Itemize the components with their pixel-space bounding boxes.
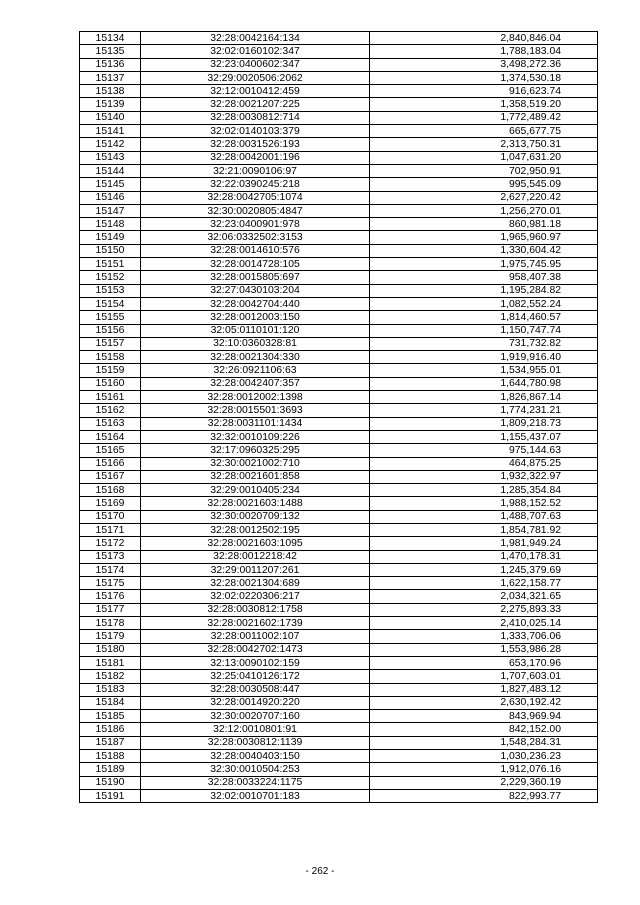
table-row bbox=[80, 537, 598, 550]
cadastral-number-cell: 32:22:0390245:218 bbox=[141, 178, 370, 191]
record-number-cell: 15152 bbox=[80, 271, 141, 284]
table-row bbox=[80, 470, 598, 483]
table-row bbox=[80, 258, 598, 271]
amount-cell: 1,854,781.92 bbox=[370, 523, 598, 536]
record-number-cell: 15188 bbox=[80, 750, 141, 763]
cadastral-number-cell: 32:32:0010109:226 bbox=[141, 430, 370, 443]
cadastral-number-cell: 32:28:0030508:447 bbox=[141, 683, 370, 696]
record-number-cell: 15179 bbox=[80, 630, 141, 643]
record-number-cell: 15148 bbox=[80, 218, 141, 231]
record-number-cell: 15176 bbox=[80, 590, 141, 603]
record-number-cell: 15172 bbox=[80, 537, 141, 550]
cadastral-number-cell: 32:28:0030812:714 bbox=[141, 111, 370, 124]
table-row bbox=[80, 178, 598, 191]
table-body bbox=[80, 32, 598, 803]
record-number-cell: 15170 bbox=[80, 510, 141, 523]
record-number-cell: 15138 bbox=[80, 85, 141, 98]
amount-cell: 1,809,218.73 bbox=[370, 417, 598, 430]
cadastral-number-cell: 32:28:0021601:858 bbox=[141, 470, 370, 483]
record-number-cell: 15167 bbox=[80, 470, 141, 483]
amount-cell: 1,358,519.20 bbox=[370, 98, 598, 111]
table-row bbox=[80, 643, 598, 656]
table-row bbox=[80, 284, 598, 297]
amount-cell: 1,047,631.20 bbox=[370, 151, 598, 164]
amount-cell: 860,981.18 bbox=[370, 218, 598, 231]
table-row bbox=[80, 218, 598, 231]
amount-cell: 2,034,321.65 bbox=[370, 590, 598, 603]
amount-cell: 1,030,236.23 bbox=[370, 750, 598, 763]
cadastral-number-cell: 32:28:0021304:330 bbox=[141, 351, 370, 364]
record-number-cell: 15143 bbox=[80, 151, 141, 164]
table-row bbox=[80, 696, 598, 709]
cadastral-number-cell: 32:28:0021602:1739 bbox=[141, 617, 370, 630]
cadastral-number-cell: 32:28:0042164:134 bbox=[141, 32, 370, 45]
record-number-cell: 15169 bbox=[80, 497, 141, 510]
record-number-cell: 15191 bbox=[80, 789, 141, 802]
table-row bbox=[80, 125, 598, 138]
amount-cell: 1,932,322.97 bbox=[370, 470, 598, 483]
record-number-cell: 15182 bbox=[80, 670, 141, 683]
record-number-cell: 15187 bbox=[80, 736, 141, 749]
table-row bbox=[80, 670, 598, 683]
cadastral-number-cell: 32:29:0011207:261 bbox=[141, 563, 370, 576]
cadastral-number-cell: 32:29:0020506:2062 bbox=[141, 71, 370, 84]
record-number-cell: 15150 bbox=[80, 244, 141, 257]
table-row bbox=[80, 71, 598, 84]
amount-cell: 653,170.96 bbox=[370, 656, 598, 669]
record-number-cell: 15181 bbox=[80, 656, 141, 669]
record-number-cell: 15142 bbox=[80, 138, 141, 151]
amount-cell: 1,330,604.42 bbox=[370, 244, 598, 257]
table-row bbox=[80, 550, 598, 563]
amount-cell: 975,144.63 bbox=[370, 444, 598, 457]
amount-cell: 1,333,706.06 bbox=[370, 630, 598, 643]
amount-cell: 1,553,986.28 bbox=[370, 643, 598, 656]
amount-cell: 1,622,158.77 bbox=[370, 577, 598, 590]
table-row bbox=[80, 617, 598, 630]
record-number-cell: 15156 bbox=[80, 324, 141, 337]
table-row bbox=[80, 324, 598, 337]
record-number-cell: 15161 bbox=[80, 391, 141, 404]
amount-cell: 1,150,747.74 bbox=[370, 324, 598, 337]
table-row bbox=[80, 32, 598, 45]
cadastral-number-cell: 32:02:0160102:347 bbox=[141, 45, 370, 58]
table-row bbox=[80, 231, 598, 244]
amount-cell: 2,313,750.31 bbox=[370, 138, 598, 151]
record-number-cell: 15144 bbox=[80, 164, 141, 177]
table-row bbox=[80, 244, 598, 257]
cadastral-number-cell: 32:25:0410126:172 bbox=[141, 670, 370, 683]
record-number-cell: 15190 bbox=[80, 776, 141, 789]
data-table bbox=[79, 31, 598, 803]
table-row bbox=[80, 630, 598, 643]
table-row bbox=[80, 98, 598, 111]
table-row bbox=[80, 45, 598, 58]
amount-cell: 1,774,231.21 bbox=[370, 404, 598, 417]
cadastral-number-cell: 32:28:0015805:697 bbox=[141, 271, 370, 284]
cadastral-number-cell: 32:12:0010801:91 bbox=[141, 723, 370, 736]
cadastral-number-cell: 32:26:0921106:63 bbox=[141, 364, 370, 377]
cadastral-number-cell: 32:28:0015501:3693 bbox=[141, 404, 370, 417]
cadastral-number-cell: 32:23:0400901:978 bbox=[141, 218, 370, 231]
table-row bbox=[80, 297, 598, 310]
table-row bbox=[80, 789, 598, 802]
amount-cell: 1,256,270.01 bbox=[370, 204, 598, 217]
cadastral-number-cell: 32:28:0021603:1095 bbox=[141, 537, 370, 550]
cadastral-number-cell: 32:21:0090106:97 bbox=[141, 164, 370, 177]
record-number-cell: 15145 bbox=[80, 178, 141, 191]
amount-cell: 1,195,284.82 bbox=[370, 284, 598, 297]
table-row bbox=[80, 577, 598, 590]
record-number-cell: 15155 bbox=[80, 311, 141, 324]
amount-cell: 916,623.74 bbox=[370, 85, 598, 98]
cadastral-number-cell: 32:30:0010504:253 bbox=[141, 763, 370, 776]
cadastral-number-cell: 32:28:0031101:1434 bbox=[141, 417, 370, 430]
cadastral-number-cell: 32:28:0042704:440 bbox=[141, 297, 370, 310]
cadastral-number-cell: 32:05:0110101:120 bbox=[141, 324, 370, 337]
table-row bbox=[80, 391, 598, 404]
table-row bbox=[80, 404, 598, 417]
amount-cell: 2,229,360.19 bbox=[370, 776, 598, 789]
amount-cell: 702,950.91 bbox=[370, 164, 598, 177]
amount-cell: 822,993.77 bbox=[370, 789, 598, 802]
amount-cell: 1,788,183.04 bbox=[370, 45, 598, 58]
amount-cell: 1,772,489.42 bbox=[370, 111, 598, 124]
amount-cell: 1,975,745.95 bbox=[370, 258, 598, 271]
cadastral-number-cell: 32:28:0040403:150 bbox=[141, 750, 370, 763]
amount-cell: 1,155,437.07 bbox=[370, 430, 598, 443]
record-number-cell: 15153 bbox=[80, 284, 141, 297]
record-number-cell: 15146 bbox=[80, 191, 141, 204]
cadastral-number-cell: 32:28:0012003:150 bbox=[141, 311, 370, 324]
record-number-cell: 15135 bbox=[80, 45, 141, 58]
cadastral-number-cell: 32:28:0042705:1074 bbox=[141, 191, 370, 204]
amount-cell: 1,826,867.14 bbox=[370, 391, 598, 404]
cadastral-number-cell: 32:02:0140103:379 bbox=[141, 125, 370, 138]
amount-cell: 1,814,460.57 bbox=[370, 311, 598, 324]
table-row bbox=[80, 776, 598, 789]
amount-cell: 1,981,949.24 bbox=[370, 537, 598, 550]
table-row bbox=[80, 311, 598, 324]
table-row bbox=[80, 430, 598, 443]
table-row bbox=[80, 523, 598, 536]
record-number-cell: 15159 bbox=[80, 364, 141, 377]
amount-cell: 2,410,025.14 bbox=[370, 617, 598, 630]
record-number-cell: 15184 bbox=[80, 696, 141, 709]
table-row bbox=[80, 497, 598, 510]
amount-cell: 1,374,530.18 bbox=[370, 71, 598, 84]
table-row bbox=[80, 750, 598, 763]
table-row bbox=[80, 191, 598, 204]
record-number-cell: 15173 bbox=[80, 550, 141, 563]
cadastral-number-cell: 32:02:0220306:217 bbox=[141, 590, 370, 603]
record-number-cell: 15136 bbox=[80, 58, 141, 71]
amount-cell: 1,965,960.97 bbox=[370, 231, 598, 244]
record-number-cell: 15149 bbox=[80, 231, 141, 244]
cadastral-number-cell: 32:28:0030812:1139 bbox=[141, 736, 370, 749]
table-row bbox=[80, 271, 598, 284]
page-number: - 262 - bbox=[305, 866, 335, 877]
amount-cell: 1,548,284.31 bbox=[370, 736, 598, 749]
table-row bbox=[80, 138, 598, 151]
cadastral-number-cell: 32:28:0014920:220 bbox=[141, 696, 370, 709]
cadastral-number-cell: 32:30:0020709:132 bbox=[141, 510, 370, 523]
record-number-cell: 15168 bbox=[80, 484, 141, 497]
record-number-cell: 15137 bbox=[80, 71, 141, 84]
cadastral-number-cell: 32:28:0021304:689 bbox=[141, 577, 370, 590]
table-row bbox=[80, 377, 598, 390]
record-number-cell: 15177 bbox=[80, 603, 141, 616]
cadastral-number-cell: 32:28:0012502:195 bbox=[141, 523, 370, 536]
cadastral-number-cell: 32:28:0021207:225 bbox=[141, 98, 370, 111]
table-row bbox=[80, 85, 598, 98]
amount-cell: 1,082,552.24 bbox=[370, 297, 598, 310]
record-number-cell: 15140 bbox=[80, 111, 141, 124]
amount-cell: 1,919,916.40 bbox=[370, 351, 598, 364]
table-row bbox=[80, 563, 598, 576]
table-row bbox=[80, 58, 598, 71]
cadastral-number-cell: 32:28:0011002:107 bbox=[141, 630, 370, 643]
amount-cell: 843,969.94 bbox=[370, 710, 598, 723]
cadastral-number-cell: 32:28:0030812:1758 bbox=[141, 603, 370, 616]
amount-cell: 2,840,846.04 bbox=[370, 32, 598, 45]
cadastral-number-cell: 32:30:0020707:160 bbox=[141, 710, 370, 723]
record-number-cell: 15141 bbox=[80, 125, 141, 138]
amount-cell: 464,875.25 bbox=[370, 457, 598, 470]
cadastral-number-cell: 32:28:0012002:1398 bbox=[141, 391, 370, 404]
amount-cell: 1,912,076.16 bbox=[370, 763, 598, 776]
table-row bbox=[80, 337, 598, 350]
cadastral-number-cell: 32:28:0033224:1175 bbox=[141, 776, 370, 789]
record-number-cell: 15134 bbox=[80, 32, 141, 45]
cadastral-number-cell: 32:23:0400602:347 bbox=[141, 58, 370, 71]
record-number-cell: 15157 bbox=[80, 337, 141, 350]
record-number-cell: 15154 bbox=[80, 297, 141, 310]
cadastral-number-cell: 32:28:0012218:42 bbox=[141, 550, 370, 563]
amount-cell: 3,498,272.36 bbox=[370, 58, 598, 71]
amount-cell: 1,245,379.69 bbox=[370, 563, 598, 576]
record-number-cell: 15164 bbox=[80, 430, 141, 443]
record-number-cell: 15174 bbox=[80, 563, 141, 576]
amount-cell: 2,627,220.42 bbox=[370, 191, 598, 204]
record-number-cell: 15139 bbox=[80, 98, 141, 111]
record-number-cell: 15180 bbox=[80, 643, 141, 656]
record-number-cell: 15165 bbox=[80, 444, 141, 457]
table-row bbox=[80, 364, 598, 377]
record-number-cell: 15183 bbox=[80, 683, 141, 696]
table-row bbox=[80, 603, 598, 616]
cadastral-number-cell: 32:06:0332502:3153 bbox=[141, 231, 370, 244]
table-row bbox=[80, 763, 598, 776]
cadastral-number-cell: 32:30:0020805:4847 bbox=[141, 204, 370, 217]
record-number-cell: 15185 bbox=[80, 710, 141, 723]
cadastral-number-cell: 32:28:0042001:196 bbox=[141, 151, 370, 164]
record-number-cell: 15151 bbox=[80, 258, 141, 271]
table-row bbox=[80, 723, 598, 736]
table-row bbox=[80, 444, 598, 457]
amount-cell: 1,707,603.01 bbox=[370, 670, 598, 683]
amount-cell: 1,285,354.84 bbox=[370, 484, 598, 497]
cadastral-number-cell: 32:28:0014728:105 bbox=[141, 258, 370, 271]
record-number-cell: 15171 bbox=[80, 523, 141, 536]
table-row bbox=[80, 656, 598, 669]
amount-cell: 1,644,780.98 bbox=[370, 377, 598, 390]
cadastral-number-cell: 32:10:0360328:81 bbox=[141, 337, 370, 350]
table-row bbox=[80, 417, 598, 430]
cadastral-number-cell: 32:28:0031526:193 bbox=[141, 138, 370, 151]
amount-cell: 1,534,955.01 bbox=[370, 364, 598, 377]
amount-cell: 1,488,707.63 bbox=[370, 510, 598, 523]
table-row bbox=[80, 590, 598, 603]
table-row bbox=[80, 683, 598, 696]
table-row bbox=[80, 484, 598, 497]
cadastral-number-cell: 32:28:0042407:357 bbox=[141, 377, 370, 390]
table-row bbox=[80, 710, 598, 723]
cadastral-number-cell: 32:17:0960325:295 bbox=[141, 444, 370, 457]
cadastral-number-cell: 32:30:0021002:710 bbox=[141, 457, 370, 470]
amount-cell: 1,988,152.52 bbox=[370, 497, 598, 510]
table-row bbox=[80, 204, 598, 217]
amount-cell: 842,152.00 bbox=[370, 723, 598, 736]
amount-cell: 1,470,178.31 bbox=[370, 550, 598, 563]
amount-cell: 2,275,893.33 bbox=[370, 603, 598, 616]
table-row bbox=[80, 151, 598, 164]
amount-cell: 1,827,483.12 bbox=[370, 683, 598, 696]
record-number-cell: 15160 bbox=[80, 377, 141, 390]
cadastral-number-cell: 32:28:0021603:1488 bbox=[141, 497, 370, 510]
table-row bbox=[80, 164, 598, 177]
record-number-cell: 15186 bbox=[80, 723, 141, 736]
record-number-cell: 15166 bbox=[80, 457, 141, 470]
record-number-cell: 15158 bbox=[80, 351, 141, 364]
record-number-cell: 15189 bbox=[80, 763, 141, 776]
table-row bbox=[80, 510, 598, 523]
record-number-cell: 15175 bbox=[80, 577, 141, 590]
amount-cell: 995,545.09 bbox=[370, 178, 598, 191]
cadastral-number-cell: 32:12:0010412:459 bbox=[141, 85, 370, 98]
record-number-cell: 15163 bbox=[80, 417, 141, 430]
table-row bbox=[80, 111, 598, 124]
cadastral-number-cell: 32:28:0014610:576 bbox=[141, 244, 370, 257]
cadastral-number-cell: 32:29:0010405:234 bbox=[141, 484, 370, 497]
cadastral-number-cell: 32:13:0090102:159 bbox=[141, 656, 370, 669]
amount-cell: 665,677.75 bbox=[370, 125, 598, 138]
cadastral-number-cell: 32:28:0042702:1473 bbox=[141, 643, 370, 656]
amount-cell: 2,630,192.42 bbox=[370, 696, 598, 709]
amount-cell: 958,407.38 bbox=[370, 271, 598, 284]
table-row bbox=[80, 736, 598, 749]
cadastral-number-cell: 32:27:0430103:204 bbox=[141, 284, 370, 297]
amount-cell: 731,732.82 bbox=[370, 337, 598, 350]
record-number-cell: 15178 bbox=[80, 617, 141, 630]
record-number-cell: 15147 bbox=[80, 204, 141, 217]
table-row bbox=[80, 457, 598, 470]
table-row bbox=[80, 351, 598, 364]
record-number-cell: 15162 bbox=[80, 404, 141, 417]
cadastral-number-cell: 32:02:0010701:183 bbox=[141, 789, 370, 802]
